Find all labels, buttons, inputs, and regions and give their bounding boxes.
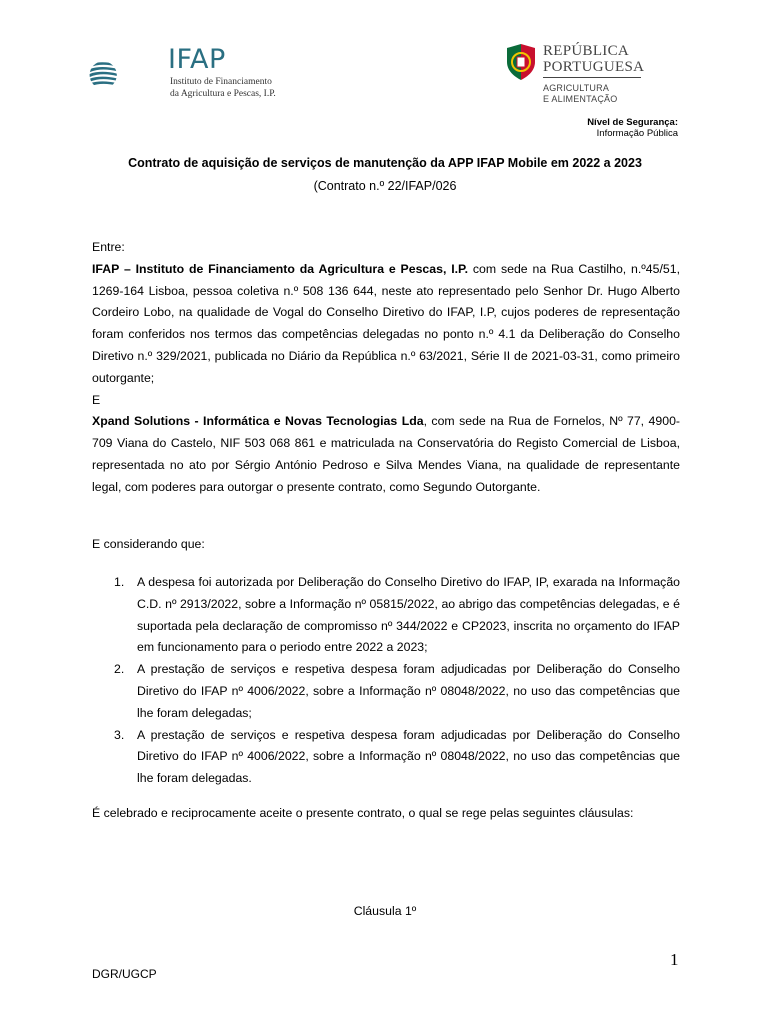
list-item-text: A despesa foi autorizada por Deliberação do Conselho Diretivo do IFAP, IP, exarada na Informação C.D. nº 2913/2022, sobre a Informação nº 05815/2022, ao abrigo das competências delegadas, e é suportada pela declaração de compromisso nº 344/2022 e CP2023, inscrita no orçamento do IFAP em funcionamento para o periodo entre 2022 a 2023; bbox=[137, 575, 680, 655]
republica-portuguesa bbox=[543, 43, 644, 75]
portugal-emblem-icon bbox=[503, 42, 539, 82]
ministry-line1: AGRICULTURA bbox=[543, 83, 610, 93]
list-item bbox=[92, 572, 680, 659]
e-label: E bbox=[92, 392, 101, 407]
document-title: Contrato de aquisição de serviços de manutenção da APP IFAP Mobile em 2022 a 2023 bbox=[128, 156, 642, 170]
list-item bbox=[92, 725, 680, 790]
footer-code: DGR/UGCP bbox=[92, 967, 157, 981]
considering-label: E considerando que: bbox=[92, 537, 205, 551]
ifap-subtitle-line1: Instituto de Financiamento bbox=[170, 77, 272, 87]
conclusion-paragraph: É celebrado e reciprocamente aceite o presente contrato, o qual se rege pelas seguintes cláusulas: bbox=[92, 806, 634, 820]
list-item-number: 3. bbox=[114, 727, 125, 742]
clause-heading: Cláusula 1º bbox=[353, 904, 417, 918]
security-level-label: Nível de Segurança: bbox=[587, 117, 678, 128]
list-item bbox=[92, 659, 680, 724]
ifap-subtitle-line2: da Agricultura e Pescas, I.P. bbox=[170, 89, 276, 99]
party2-name: Xpand Solutions - Informática e Novas Tecnologias Lda bbox=[92, 414, 424, 429]
page-number: 1 bbox=[670, 950, 679, 969]
rp-divider bbox=[543, 77, 641, 78]
entre-label: Entre: bbox=[92, 240, 125, 254]
security-level-value: Informação Pública bbox=[596, 128, 678, 139]
ifap-logo-icon bbox=[88, 40, 168, 110]
party1-paragraph bbox=[92, 259, 680, 390]
rp-line1: REPÚBLICA bbox=[543, 43, 630, 59]
ministry-name bbox=[543, 83, 617, 105]
party1-name: IFAP – Instituto de Financiamento da Agricultura e Pescas, I.P. bbox=[92, 261, 469, 276]
ministry-line2: E ALIMENTAÇÃO bbox=[543, 94, 618, 104]
list-item-number: 2. bbox=[114, 662, 125, 677]
rp-line2: PORTUGUESA bbox=[543, 59, 645, 75]
parties-section bbox=[92, 237, 680, 499]
party2-paragraph bbox=[92, 411, 680, 498]
ifap-subtitle bbox=[170, 76, 276, 100]
party1-text: com sede na Rua Castilho, n.º45/51, 1269-164 Lisboa, pessoa coletiva n.º 508 136 644, neste ato representado pelo Senhor Dr. Hugo Alberto Cordeiro Lobo, na qualidade de Vogal do Conselho Diretivo do IFAP, I.P, cujos poderes de representação foram conferidos nos termos das competências delegadas no ponto n.º 4.1 da Deliberação do Conselho Diretivo n.º 329/2021, publicada no Diário da República n.º 63/2021, Série II de 2021-03-31, como primeiro outorgante; bbox=[92, 261, 680, 385]
list-item-text: A prestação de serviços e respetiva despesa foram adjudicadas por Deliberação do Conselho Diretivo do IFAP nº 4006/2022, sobre a Informação nº 08048/2022, no uso das competências que lhe foram delegadas. bbox=[137, 727, 680, 786]
party2-text: , com sede na Rua de Fornelos, Nº 77, 4900-709 Viana do Castelo, NIF 503 068 861 e matriculada na Conservatória do Registo Comercial de Lisboa, representada no ato por Sérgio António Pedroso e Silva Mendes Viana, na qualidade de representante legal, com poderes para outorgar o presente contrato, como Segundo Outorgante. bbox=[92, 414, 681, 494]
list-item-number: 1. bbox=[114, 575, 125, 589]
contract-number: (Contrato n.º 22/IFAP/026 bbox=[313, 179, 457, 193]
list-item-text: A prestação de serviços e respetiva despesa foram adjudicadas por Deliberação do Conselho Diretivo do IFAP nº 4006/2022, sobre a Informação nº 08048/2022, no uso das competências que lhe foram delegadas; bbox=[137, 662, 680, 720]
ifap-name: IFAP bbox=[168, 44, 226, 75]
recitals-list bbox=[92, 572, 680, 790]
